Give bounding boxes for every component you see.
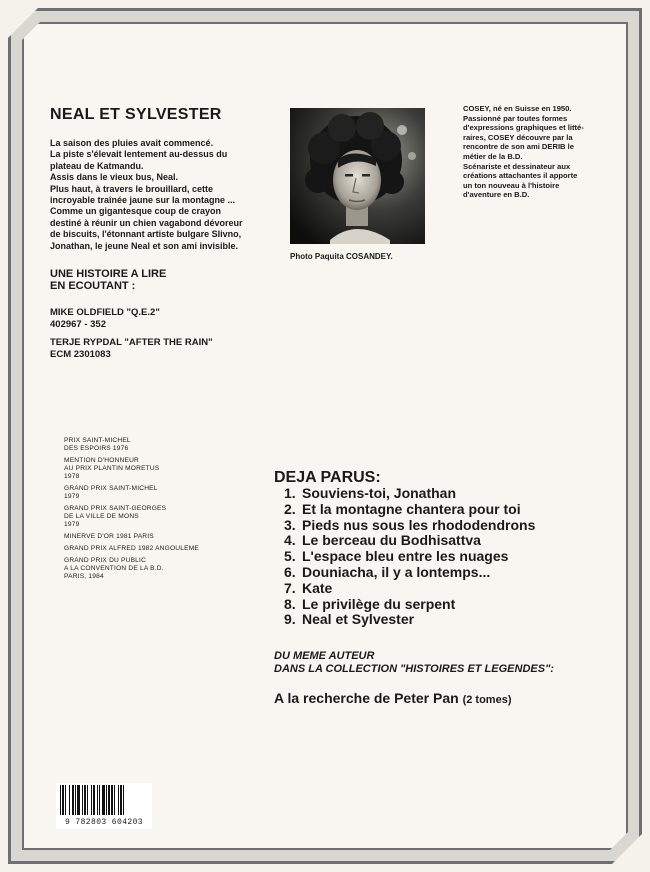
- same-author-heading: [274, 650, 554, 676]
- barcode-bar: [114, 785, 115, 815]
- listen-heading: [50, 268, 166, 292]
- item-title: Le privilège du serpent: [302, 595, 456, 612]
- barcode-bar: [91, 785, 92, 815]
- award-line: PRIX SAINT-MICHEL: [64, 437, 131, 444]
- barcode-bar: [108, 785, 110, 815]
- track-ref: ECM 2301083: [50, 348, 111, 360]
- track-title: MIKE OLDFIELD "Q.E.2": [50, 307, 160, 318]
- barcode-bar: [118, 785, 119, 815]
- award-line: GRAND PRIX SAINT-GEORGES: [64, 505, 167, 512]
- bio-line: rencontre de son ami DERIB le: [463, 142, 574, 152]
- item-title: Le berceau du Bodhisattva: [302, 532, 481, 549]
- synopsis-line: Comme un gigantesque coup de crayon: [50, 206, 222, 217]
- item-title: Pieds nus sous les rhododendrons: [302, 516, 536, 533]
- deja-parus-heading: DEJA PARUS:: [274, 469, 381, 486]
- award-line: 1979: [64, 521, 80, 528]
- award-line: GRAND PRIX SAINT-MICHEL: [64, 485, 158, 492]
- item-title: Souviens-toi, Jonathan: [302, 485, 457, 501]
- deja-parus-list: [284, 486, 535, 628]
- barcode-bar: [87, 785, 88, 815]
- bio-line: Scénariste et dessinateur aux: [463, 161, 571, 171]
- item-number: 4.: [284, 532, 296, 549]
- synopsis-line: de biscuits, l'étonnant artiste bulgare Slivno,: [50, 229, 242, 240]
- music-track: [50, 307, 160, 330]
- award-line: 1979: [64, 493, 80, 500]
- list-item: [284, 518, 535, 534]
- barcode-bar: [123, 785, 124, 815]
- barcode-bar: [120, 785, 122, 815]
- bio-line: d'expressions graphiques et litté-: [463, 123, 584, 133]
- same-author-line: DU MEME AUTEUR: [274, 650, 375, 662]
- item-number: 1.: [284, 485, 296, 501]
- item-number: 2.: [284, 500, 296, 517]
- award: [64, 437, 244, 453]
- barcode-bar: [60, 785, 61, 815]
- list-item: [284, 597, 535, 613]
- author-photo: [290, 108, 425, 244]
- item-title: Kate: [302, 579, 333, 596]
- item-number: 7.: [284, 579, 296, 596]
- synopsis-line: plateau de Katmandu.: [50, 160, 144, 171]
- same-author-line: DANS LA COLLECTION "HISTOIRES ET LEGENDES":: [274, 663, 554, 675]
- isbn-number: 9 782803 604203: [56, 818, 152, 827]
- barcode-bar: [111, 785, 113, 815]
- award-line: GRAND PRIX ALFRED 1982 ANGOULEME: [64, 545, 200, 552]
- listen-heading-line: EN ECOUTANT :: [50, 280, 136, 292]
- photo-caption: Photo Paquita COSANDEY.: [290, 252, 393, 261]
- barcode-bar: [75, 785, 76, 815]
- list-item: [284, 533, 535, 549]
- book-title: NEAL ET SYLVESTER: [50, 106, 222, 123]
- synopsis-line: incroyable traînée jaune sur la montagne ...: [50, 195, 236, 206]
- award-line: DES ESPOIRS 1976: [64, 445, 129, 452]
- author-bio: [463, 104, 605, 200]
- related-book-volumes: (2 tomes): [462, 694, 512, 706]
- bio-line: créations attachantes il apporte: [463, 171, 578, 181]
- barcode-bar: [69, 785, 70, 815]
- item-number: 3.: [284, 516, 296, 533]
- list-item: [284, 502, 535, 518]
- synopsis-line: Assis dans le vieux bus, Neal.: [50, 172, 179, 183]
- item-title: L'espace bleu entre les nuages: [302, 548, 509, 565]
- list-item: [284, 581, 535, 597]
- barcode-bar: [102, 785, 105, 815]
- barcode-bar: [97, 785, 98, 815]
- item-number: 9.: [284, 611, 296, 628]
- bio-line: un ton nouveau à l'histoire: [463, 180, 560, 190]
- award: [64, 457, 244, 481]
- synopsis: [50, 138, 280, 252]
- award: [64, 505, 244, 529]
- bio-line: métier de la B.D.: [463, 151, 523, 161]
- list-item: [284, 486, 535, 502]
- synopsis-line: Plus haut, à travers le brouillard, cette: [50, 183, 214, 194]
- award-line: GRAND PRIX DU PUBLIC: [64, 557, 147, 564]
- related-book: [274, 690, 511, 706]
- synopsis-line: Jonathan, le jeune Neal et son ami invisible.: [50, 240, 239, 251]
- list-item: [284, 565, 535, 581]
- award: [64, 485, 244, 501]
- item-number: 6.: [284, 563, 296, 580]
- award: [64, 545, 244, 553]
- award-line: MENTION D'HONNEUR: [64, 457, 139, 464]
- item-title: Et la montagne chantera pour toi: [302, 500, 521, 517]
- barcode-bar: [82, 785, 83, 815]
- list-item: [284, 549, 535, 565]
- award-line: 1978: [64, 473, 80, 480]
- bio-line: COSEY, né en Suisse en 1950.: [463, 104, 572, 113]
- barcode-bar: [62, 785, 64, 815]
- item-number: 5.: [284, 548, 296, 565]
- barcode-bar: [99, 785, 100, 815]
- barcode-bar: [106, 785, 107, 815]
- barcode-bar: [77, 785, 80, 815]
- award-line: PARIS, 1984: [64, 573, 104, 580]
- award-line: DE LA VILLE DE MONS: [64, 513, 139, 520]
- synopsis-line: La piste s'élevait lentement au-dessus du: [50, 149, 228, 160]
- barcode-bar: [93, 785, 95, 815]
- track-title: TERJE RYPDAL "AFTER THE RAIN": [50, 337, 213, 348]
- list-item: [284, 612, 535, 628]
- item-number: 8.: [284, 595, 296, 612]
- award-line: AU PRIX PLANTIN MORETUS: [64, 465, 160, 472]
- bio-line: Passionné par toutes formes: [463, 113, 568, 123]
- bio-line: raires, COSEY découvre par la: [463, 132, 573, 142]
- barcode-bar: [65, 785, 66, 815]
- award: [64, 533, 244, 541]
- award: [64, 557, 244, 581]
- related-book-title: A la recherche de Peter Pan: [274, 690, 459, 706]
- item-title: Douniacha, il y a lontemps...: [302, 563, 491, 580]
- awards-list: [64, 437, 244, 585]
- award-line: A LA CONVENTION DE LA B.D.: [64, 565, 164, 572]
- listen-heading-line: UNE HISTOIRE A LIRE: [50, 268, 167, 280]
- synopsis-line: destiné à réunir un chien vagabond dévoreur: [50, 217, 243, 228]
- barcode-bar: [84, 785, 86, 815]
- item-title: Neal et Sylvester: [302, 611, 415, 628]
- track-ref: 402967 - 352: [50, 318, 106, 330]
- barcode-bar: [72, 785, 74, 815]
- bio-line: d'aventure en B.D.: [463, 190, 530, 200]
- synopsis-line: La saison des pluies avait commencé.: [50, 138, 214, 148]
- award-line: MINERVE D'OR 1981 PARIS: [64, 533, 154, 540]
- music-track: [50, 337, 213, 360]
